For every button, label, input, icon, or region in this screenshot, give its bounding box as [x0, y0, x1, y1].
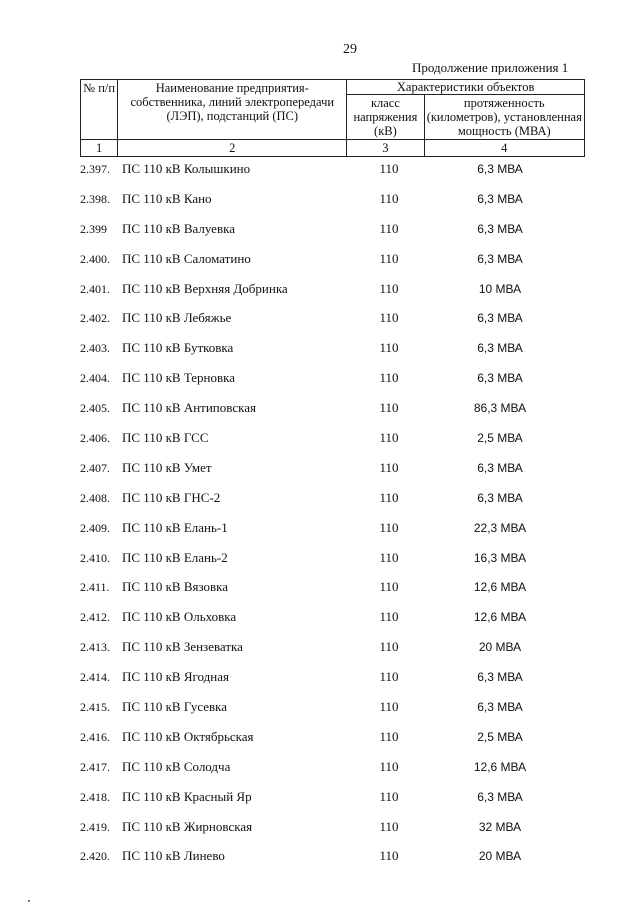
- header-col-2: 2: [118, 140, 347, 157]
- row-name: ПС 110 кВ Валуевка: [122, 220, 235, 236]
- row-name: ПС 110 кВ Октябрьская: [122, 728, 254, 744]
- row-name: ПС 110 кВ Гусевка: [122, 699, 228, 715]
- row-power: 6,3 МВА: [477, 789, 523, 804]
- row-name: ПС 110 кВ Вязовка: [122, 579, 229, 595]
- scan-mark: [28, 900, 30, 902]
- row-power: 32 МВА: [478, 819, 522, 834]
- row-power: 6,3 МВА: [477, 162, 523, 176]
- row-number: 2.410.: [80, 550, 110, 565]
- table-row: [80, 728, 585, 758]
- table-row: [80, 190, 585, 220]
- row-voltage-class: 110: [379, 459, 399, 475]
- row-voltage-class: 110: [379, 728, 399, 744]
- row-voltage-class: 110: [379, 669, 399, 685]
- row-power: 20 МВА: [478, 849, 522, 864]
- row-number: 2.412.: [80, 610, 110, 625]
- table-row: [80, 220, 585, 250]
- row-power: 12,6 МВА: [473, 610, 527, 625]
- row-name: ПС 110 кВ Бутковка: [122, 340, 234, 356]
- row-voltage-class: 110: [379, 250, 399, 266]
- row-number: 2.403.: [80, 341, 110, 356]
- row-number: 2.398.: [80, 191, 110, 206]
- table-body: [80, 160, 585, 877]
- row-power: 22,3 МВА: [473, 520, 527, 535]
- row-name: ПС 110 кВ Красный Яр: [122, 788, 252, 804]
- row-number: 2.409.: [80, 520, 110, 535]
- table-row: [80, 788, 585, 818]
- row-number: 2.419.: [80, 819, 110, 834]
- row-voltage-class: 110: [379, 280, 399, 296]
- row-name: ПС 110 кВ Елань-2: [122, 549, 228, 565]
- row-name: ПС 110 кВ Ягодная: [122, 669, 229, 685]
- table-row: [80, 339, 585, 369]
- row-number: 2.407.: [80, 460, 110, 475]
- row-number: 2.405.: [80, 401, 110, 416]
- header-length-power: протяженность (километров), установленная мощность (МВА): [424, 95, 584, 140]
- header-col-1: 1: [81, 140, 118, 157]
- row-number: 2.397.: [80, 162, 110, 176]
- row-voltage-class: 110: [379, 340, 399, 356]
- row-voltage-class: 110: [379, 699, 399, 715]
- header-group: Характеристики объектов: [347, 80, 585, 95]
- row-power: 86,3 МВА: [473, 401, 527, 416]
- row-number: 2.399: [80, 221, 107, 236]
- continuation-note: Продолжение приложения 1: [412, 60, 569, 75]
- row-name: ПС 110 кВ Зензеватка: [122, 639, 243, 655]
- page-number: 29: [343, 42, 357, 57]
- header-name: Наименование предприятия-собственника, линий электропередачи (ЛЭП), подстанций (ПС): [118, 80, 347, 140]
- row-name: ПС 110 кВ ГНС-2: [122, 489, 221, 505]
- row-power: 6,3 МВА: [477, 670, 523, 685]
- row-name: ПС 110 кВ Жирновская: [122, 818, 253, 834]
- row-name: ПС 110 кВ Верхняя Добринка: [122, 280, 288, 296]
- row-power: 2,5 МВА: [477, 729, 523, 744]
- row-voltage-class: 110: [379, 639, 399, 655]
- row-voltage-class: 110: [379, 190, 399, 206]
- table-row: [80, 280, 585, 310]
- row-voltage-class: 110: [379, 848, 399, 864]
- row-name: ПС 110 кВ Линево: [122, 848, 225, 864]
- table-header: [80, 79, 585, 157]
- table-row: [80, 250, 585, 280]
- row-power: 6,3 МВА: [477, 311, 523, 326]
- row-name: ПС 110 кВ Солодча: [122, 758, 231, 774]
- row-voltage-class: 110: [379, 310, 399, 326]
- row-number: 2.402.: [80, 311, 110, 326]
- table-row: [80, 459, 585, 489]
- row-voltage-class: 110: [379, 519, 399, 535]
- row-number: 2.413.: [80, 640, 110, 655]
- row-name: ПС 110 кВ Лебяжье: [122, 310, 232, 326]
- table-row: [80, 429, 585, 459]
- row-power: 12,6 МВА: [473, 580, 527, 595]
- row-number: 2.420.: [80, 849, 110, 864]
- row-number: 2.408.: [80, 490, 110, 505]
- row-power: 6,3 МВА: [477, 221, 523, 236]
- row-number: 2.400.: [80, 251, 110, 266]
- table-row: [80, 638, 585, 668]
- row-voltage-class: 110: [379, 758, 399, 774]
- row-number: 2.416.: [80, 729, 110, 744]
- table-row: [80, 519, 585, 549]
- row-power: 6,3 МВА: [477, 700, 523, 715]
- row-power: 20 МВА: [478, 640, 522, 655]
- row-voltage-class: 110: [379, 400, 399, 416]
- row-power: 6,3 МВА: [477, 371, 523, 386]
- row-voltage-class: 110: [379, 489, 399, 505]
- row-voltage-class: 110: [379, 579, 399, 595]
- row-name: ПС 110 кВ Колышкино: [122, 161, 251, 176]
- table-row: [80, 698, 585, 728]
- row-number: 2.414.: [80, 670, 110, 685]
- row-power: 6,3 МВА: [477, 251, 523, 266]
- table-row: [80, 489, 585, 519]
- table-row: [80, 399, 585, 429]
- header-voltage-class: класс напряжения (кВ): [347, 95, 424, 140]
- row-power: 6,3 МВА: [477, 191, 523, 206]
- row-name: ПС 110 кВ Терновка: [122, 370, 236, 386]
- row-voltage-class: 110: [379, 818, 399, 834]
- row-name: ПС 110 кВ Антиповская: [122, 400, 256, 416]
- row-number: 2.401.: [80, 281, 110, 296]
- header-col-4: 4: [424, 140, 584, 157]
- table-row: [80, 818, 585, 848]
- row-number: 2.404.: [80, 371, 110, 386]
- row-voltage-class: 110: [379, 220, 399, 236]
- row-power: 10 МВА: [478, 281, 522, 296]
- row-number: 2.415.: [80, 700, 110, 715]
- row-number: 2.411.: [80, 580, 110, 595]
- row-power: 6,3 МВА: [477, 341, 523, 356]
- row-number: 2.418.: [80, 789, 110, 804]
- row-power: 2,5 МВА: [477, 431, 523, 446]
- row-number: 2.417.: [80, 759, 110, 774]
- row-name: ПС 110 кВ Саломатино: [122, 250, 251, 266]
- row-power: 16,3 МВА: [473, 550, 527, 565]
- row-name: ПС 110 кВ Умет: [122, 459, 212, 475]
- row-name: ПС 110 кВ Ольховка: [122, 609, 237, 625]
- row-voltage-class: 110: [379, 549, 399, 565]
- table-row: [80, 549, 585, 579]
- table-row: [80, 847, 585, 877]
- row-number: 2.406.: [80, 431, 110, 446]
- row-name: ПС 110 кВ Елань-1: [122, 519, 228, 535]
- table-row: [80, 309, 585, 339]
- row-power: 6,3 МВА: [477, 490, 523, 505]
- row-name: ПС 110 кВ Кано: [122, 190, 212, 206]
- row-voltage-class: 110: [379, 788, 399, 804]
- row-power: 6,3 МВА: [477, 460, 523, 475]
- row-power: 12,6 МВА: [473, 759, 527, 774]
- row-voltage-class: 110: [379, 609, 399, 625]
- row-voltage-class: 110: [379, 430, 399, 446]
- table-row: [80, 668, 585, 698]
- row-voltage-class: 110: [379, 370, 399, 386]
- table-row: [80, 369, 585, 399]
- row-name: ПС 110 кВ ГСС: [122, 430, 209, 446]
- header-col-3: 3: [347, 140, 424, 157]
- table-row: [80, 608, 585, 638]
- header-num: № п/п: [81, 80, 118, 140]
- row-voltage-class: 110: [379, 161, 399, 176]
- table-row: [80, 578, 585, 608]
- table-row: [80, 758, 585, 788]
- table-row: [80, 160, 585, 190]
